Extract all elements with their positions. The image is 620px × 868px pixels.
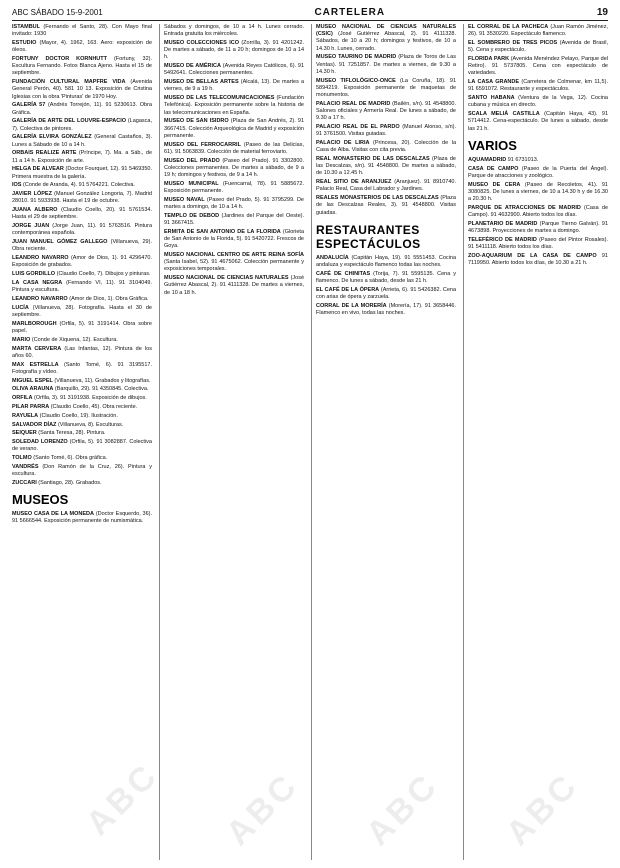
listing-entry bbox=[316, 179, 456, 193]
listing-entry bbox=[12, 102, 152, 116]
listing-name: MIGUEL ESPEL bbox=[12, 377, 53, 384]
listing-entry bbox=[164, 213, 304, 227]
listing-details: (Juan Ramón Jiménez, 26). 91 3530220. Espectáculo flamenco. bbox=[468, 24, 608, 38]
listing-entry bbox=[12, 134, 152, 148]
listing-entry bbox=[316, 303, 456, 317]
listing-entry bbox=[12, 422, 152, 429]
listing-entry bbox=[468, 24, 608, 38]
listing-entry bbox=[12, 439, 152, 453]
watermark: ABC bbox=[358, 765, 447, 853]
listing-name: PALACIO REAL DE MADRID bbox=[316, 100, 391, 107]
listing-details: (Torija, 7). 91 5595135. Cena y flamenco. De lunes a sábado, desde las 21 h. bbox=[316, 270, 456, 285]
section-heading: RESTAURANTES ESPECTÁCULOS bbox=[316, 222, 421, 251]
listing-entry bbox=[12, 166, 152, 180]
section-heading: MUSEOS bbox=[12, 492, 69, 508]
listing-entry bbox=[316, 255, 456, 269]
listing-entry bbox=[468, 56, 608, 78]
listing-entry bbox=[164, 252, 304, 274]
listing-name: JORGE JUAN bbox=[12, 223, 50, 230]
listing-entry bbox=[12, 223, 152, 237]
listing-name: LUIS GORDILLO bbox=[12, 271, 56, 278]
listing-entry bbox=[316, 78, 456, 100]
listing-entry bbox=[12, 182, 152, 189]
listing-entry bbox=[12, 413, 152, 420]
listing-details: (Avenida General Perón, 40). 581 10 13. Exposición de Cristina Iglesias con la obra 'Pinturas' de 1970 Hoy. bbox=[12, 79, 152, 100]
listing-name: MARTA CERVERA bbox=[12, 345, 62, 352]
listing-name: FLORIDA PARK bbox=[468, 56, 510, 62]
listing-details: (Mayor, 4). 1962, 163. Aero: exposición de óleos. bbox=[12, 40, 152, 54]
listing-details: (Fernando VI, 11). 91 3104049. Pintura y escultura. bbox=[12, 280, 152, 294]
listing-name: SCALA MELIÁ CASTILLA bbox=[468, 111, 540, 118]
listing-entry bbox=[12, 395, 152, 402]
listing-details: (Amor de Dios, 1). Obra Gráfica. bbox=[69, 296, 149, 302]
listing-name: REAL MONASTERIO DE LAS DESCALZAS bbox=[316, 156, 430, 163]
listing-entry bbox=[468, 95, 608, 109]
listing-details: (Ventura de la Vega, 12). Cocina cubana y música en directo. bbox=[468, 95, 608, 109]
listing-name: MUSEO DE CERA bbox=[468, 181, 521, 188]
listing-entry bbox=[12, 386, 152, 393]
listing-name: REAL SITIO DE ARANJUEZ bbox=[316, 179, 392, 186]
listing-entry bbox=[316, 24, 456, 53]
listing-entry bbox=[316, 101, 456, 123]
listing-name: EL CAFÉ DE LA ÓPERA bbox=[316, 286, 380, 293]
listing-name: PLANETARIO DE MADRID bbox=[468, 220, 538, 227]
listing-details: (La Coruña, 18). 91 5894219. Exposición permanente de maquetas de monumentos. bbox=[316, 77, 456, 99]
listing-details: (Zorrilla, 3). 91 4201242. De martes a sábado, de 11 a 20 h; domingos de 10 a 14 h. bbox=[164, 40, 304, 61]
listing-name: SALVADOR DÍAZ bbox=[12, 421, 57, 428]
listing-name: MUSEO NACIONAL DE CIENCIAS NATURALES (CSIC) bbox=[316, 24, 456, 38]
listing-name: SANTO HABANA bbox=[468, 95, 515, 102]
listing-details: (José Gutiérrez Abascal, 2). 91 4111328. Sábados, de 10 a 20 h; domingos y festivos, de 10 a 14.30 h. Lunes, cerrado. bbox=[316, 31, 456, 52]
listing-entry bbox=[12, 118, 152, 132]
listing-entry bbox=[468, 79, 608, 93]
listing-name: MUSEO DE BELLAS ARTES bbox=[164, 79, 239, 86]
listing-entry bbox=[12, 305, 152, 319]
listing-details: (Bailén, s/n). 91 4548800. Salones oficiales y Armería Real. De lunes a sábado, de 9.30 a 17 h. bbox=[316, 100, 456, 122]
listing-entry bbox=[468, 253, 608, 267]
listing-details: (Barquillo, 29). 91 4350845. Colectiva. bbox=[54, 386, 149, 393]
listing-details: (Conde de Aranda, 4). 91 5764221. Colectiva. bbox=[23, 182, 135, 189]
listing-details: (Orfila, 5). 91 3191414. Obra sobre papel. bbox=[12, 320, 152, 334]
listing-details: (Villanueva, 11). Grabados y litografías. bbox=[54, 377, 151, 384]
listing-entry bbox=[164, 95, 304, 117]
listing-entry bbox=[164, 197, 304, 211]
listing-name: MUSEO NACIONAL CENTRO DE ARTE REINA SOFÍA bbox=[164, 252, 304, 259]
listing-entry bbox=[12, 79, 152, 101]
listing-details: (Paseo de las Delicias, 61). 91 5063839. Colección de material ferroviario. bbox=[164, 141, 304, 155]
listing-name: MAX ESTRELLA bbox=[12, 361, 59, 368]
listing-entry bbox=[12, 150, 152, 164]
listing-entry bbox=[12, 337, 152, 344]
listing-name: AQUAMADRID bbox=[468, 156, 507, 163]
listing-details: (Plaza de Toros de Las Ventas). 91 7251857. De martes a viernes, de 9.30 a 14.30 h. bbox=[316, 54, 456, 75]
listing-entry bbox=[12, 296, 152, 303]
listing-details: (Plaza de las Descalzas, s/n). 91 4548800. De martes a sábado, de 10.30 a 12.45 h. bbox=[316, 156, 456, 177]
listing-name: IOS bbox=[12, 182, 22, 189]
listing-details: (Fundación Telefónica). Exposición permanente sobre la historia de las telecomunicaciones en España. bbox=[164, 95, 304, 116]
listing-details: (General Castaños, 3). Lunes a Sábado de 10 a 14 h. bbox=[12, 134, 152, 148]
listing-details: (Conde de Xiquena, 12). Escultura. bbox=[31, 336, 118, 343]
listing-entry bbox=[468, 157, 608, 164]
listing-details: (Morería, 17). 91 3658446. Flamenco en vivo, todas las noches. bbox=[316, 302, 456, 317]
listing-entry bbox=[12, 455, 152, 462]
listing-details: (José Gutiérrez Abascal, 2). 91 4111328. De martes a viernes, de 10 a 18 h. bbox=[164, 275, 304, 296]
listing-details: (Avenida Menéndez Pelayo, Parque del Retiro). 91 5737805. Cena con espectáculo de variedades. bbox=[468, 56, 608, 77]
listing-name: TOLMO bbox=[12, 455, 32, 462]
listing-name: MUSEO MUNICIPAL bbox=[164, 180, 219, 187]
listing-name: GALERÍA DE ARTE DEL LOUVRE-ESPACIO bbox=[12, 118, 127, 125]
listing-name: ISTAMBUL bbox=[12, 24, 41, 30]
listing-details: (Doctor Fourquet, 12). 91 5469350. Primera muestra de la galería. bbox=[12, 166, 152, 180]
listing-name: MARIO bbox=[12, 336, 31, 343]
listing-entry bbox=[164, 118, 304, 140]
listing-entry bbox=[12, 430, 152, 437]
listing-details: (Manuel Alonso, s/n). 91 3761500. Visitas guiadas. bbox=[316, 124, 456, 138]
listing-entry bbox=[468, 166, 608, 180]
listing-details: (Paseo de la Puerta del Ángel). Parque de atracciones y zoológico. bbox=[468, 165, 608, 179]
listing-entry bbox=[164, 158, 304, 180]
listing-details: (Plaza de San Andrés, 2). 91 3667415. Colección Arqueológica de Madrid y exposición permanente. bbox=[164, 118, 304, 139]
header-rule bbox=[12, 20, 608, 21]
listing-name: TELEFÉRICO DE MADRID bbox=[468, 236, 537, 243]
listing-entry bbox=[316, 287, 456, 301]
listing-details: (Santo Tomé, 6). Obra gráfica. bbox=[33, 455, 108, 462]
listing-entry bbox=[316, 195, 456, 217]
listing-name: ZOO-AQUARIUM DE LA CASA DE CAMPO bbox=[468, 252, 597, 259]
listing-details: (Aranjuez). 91 8910740. Palacio Real, Casa del Labrador y Jardines. bbox=[316, 179, 456, 193]
listing-entry bbox=[468, 111, 608, 133]
listing-details: (Paseo del Prado, 5). 91 3795299. De martes a domingo, de 10 a 14 h. bbox=[164, 196, 304, 211]
listing-entry bbox=[12, 271, 152, 278]
listing-details: (Don Ramón de la Cruz, 26). Pintura y escultura. bbox=[12, 463, 152, 478]
listing-name: FUNDACIÓN CULTURAL MAPFRE VIDA bbox=[12, 79, 126, 86]
listing-entry bbox=[12, 511, 152, 525]
listing-name: MUSEO CASA DE LA MONEDA bbox=[12, 511, 94, 518]
listing-entry bbox=[12, 239, 152, 253]
listing-entry bbox=[164, 142, 304, 156]
watermark: ABC bbox=[498, 765, 587, 853]
section-heading: VARIOS bbox=[468, 137, 517, 153]
listing-columns bbox=[12, 24, 608, 860]
publication-date: ABC SÁBADO 15-9-2001 bbox=[12, 7, 103, 17]
listing-name: ESTUDIO bbox=[12, 40, 37, 46]
listing-details: (Villanueva, 29). Obra reciente. bbox=[12, 239, 152, 253]
listing-details: (Jorge Juan, 11). 91 5763516. Pintura contemporánea española. bbox=[12, 223, 152, 237]
listing-name: SOLEDAD LORENZO bbox=[12, 439, 68, 446]
page-number: 19 bbox=[596, 6, 608, 18]
listing-details: (Santiago, 28). Grabados. bbox=[38, 479, 102, 486]
listing-entry bbox=[164, 229, 304, 251]
listing-name: ORBAIS REALIZE ARTE bbox=[12, 150, 77, 157]
listing-name: SEIQUER bbox=[12, 430, 37, 437]
listing-details: (Plaza de las Descalzas Reales, 3). 91 4548800. Visitas guiadas. bbox=[316, 195, 456, 216]
listing-details: (Villanueva, 28). Fotografía. Hasta el 30 de septiembre. bbox=[12, 304, 152, 318]
listing-name: MUSEO COLECCIONES ICO bbox=[164, 40, 239, 46]
listing-name: LUCÍA bbox=[12, 304, 29, 311]
listing-entry bbox=[12, 464, 152, 478]
listing-details: (Doctor Esquerdo, 36). 91 5666544. Exposición permanente de numismática. bbox=[12, 511, 152, 525]
listing-entry bbox=[316, 156, 456, 178]
column-1 bbox=[12, 24, 152, 860]
listing-name: PILAR PARRA bbox=[12, 403, 50, 410]
listing-name: LA CASA NEGRA bbox=[12, 280, 63, 286]
listing-details: (Claudio Coello, 45). Obra reciente. bbox=[50, 403, 138, 410]
listing-name: MARLBOROUGH bbox=[12, 320, 57, 327]
listing-details: (Claudio Coello, 20). 91 5761534. Hasta el 29 de septiembre. bbox=[12, 207, 152, 221]
listing-name: GALERÍA 57 bbox=[12, 102, 46, 109]
listing-details: (Capitán Haya, 19). 91 5551453. Cocina andaluza y espectáculo flamenco todas las noches. bbox=[316, 254, 456, 269]
listing-details: 91 6731013. bbox=[507, 156, 539, 163]
listing-name: ERMITA DE SAN ANTONIO DE LA FLORIDA bbox=[164, 228, 281, 235]
listing-entry bbox=[12, 56, 152, 78]
listing-name: PALACIO DE LIRIA bbox=[316, 140, 370, 147]
listing-entry bbox=[316, 140, 456, 154]
listing-details: (Santa Isabel, 52). 91 4675062. Colección permanente y exposiciones temporales. bbox=[164, 259, 304, 273]
listing-name: GALERÍA ELVIRA GONZÁLEZ bbox=[12, 134, 92, 141]
listing-entry bbox=[468, 237, 608, 251]
listing-name: LEANDRO NAVARRO bbox=[12, 255, 69, 262]
listing-entry bbox=[468, 221, 608, 235]
listing-name: CAFÉ DE CHINITAS bbox=[316, 270, 371, 277]
listing-entry bbox=[164, 40, 304, 62]
listing-entry bbox=[164, 79, 304, 93]
listing-details: (Orfila, 5). 91 3082887. Colectiva de verano. bbox=[12, 439, 152, 453]
listing-entry bbox=[12, 40, 152, 54]
listing-name: MUSEO NACIONAL DE CIENCIAS NATURALES bbox=[164, 275, 289, 282]
listing-entry bbox=[164, 275, 304, 297]
listing-details: (Avenida de Brasil, 5). Cena y espectáculo. bbox=[468, 40, 608, 54]
listing-name: ZUCCARI bbox=[12, 479, 37, 486]
watermark: ABC bbox=[78, 755, 167, 843]
listing-name: JUAN MANUEL GÓMEZ GALLEGO bbox=[12, 239, 108, 246]
listing-entry bbox=[12, 362, 152, 376]
listing-details: (Claudio Coello, 7). Dibujos y pinturas. bbox=[56, 271, 151, 278]
listing-details: (Santo Tomé, 6). 91 3195517. Fotografía y vídeo. bbox=[12, 361, 152, 375]
listing-name: MUSEO TAURINO DE MADRID bbox=[316, 54, 397, 61]
listing-details: (Arrieta, 6). 91 5426382. Cena con arias de ópera y zarzuela. bbox=[316, 286, 456, 301]
listing-entry bbox=[164, 181, 304, 195]
listing-entry bbox=[12, 321, 152, 335]
listing-details: (Carretera de Colmenar, km 11,5). 91 6591072. Restaurante y espectáculos. bbox=[468, 79, 608, 93]
listing-name: MUSEO NAVAL bbox=[164, 196, 205, 203]
listing-entry bbox=[316, 271, 456, 285]
listing-name: EL CORRAL DE LA PACHECA bbox=[468, 24, 549, 30]
column-3 bbox=[311, 24, 456, 860]
listing-entry bbox=[12, 480, 152, 487]
listing-details: (Parque Tierno Galván). 91 4673898. Proyecciones de martes a domingo. bbox=[468, 220, 608, 235]
listing-details: (Villanueva, 8). Esculturas. bbox=[57, 421, 124, 428]
section-title: CARTELERA bbox=[314, 6, 386, 18]
listing-name: ORFILA bbox=[12, 395, 33, 402]
listing-name: ANDALUCÍA bbox=[316, 254, 349, 261]
listing-details: (Paseo del Pintor Rosales). 91 5411118. Abierto todos los días. bbox=[468, 236, 608, 251]
listing-details: (Alcalá, 13). De martes a viernes, de 9 a 19 h. bbox=[164, 79, 304, 93]
listing-details: 91 7119950. Abierto todos los días, de 10.30 a 21 h. bbox=[468, 252, 608, 267]
listing-name: JAVIER LÓPEZ bbox=[12, 191, 52, 198]
listing-entry bbox=[164, 24, 304, 38]
listing-details: (Santa Teresa, 28). Pintura. bbox=[38, 430, 106, 437]
listing-entry bbox=[12, 255, 152, 269]
listing-name: LA CASA GRANDE bbox=[468, 79, 520, 86]
listing-name: MUSEO DEL PRADO bbox=[164, 157, 220, 164]
column-4 bbox=[463, 24, 608, 860]
listing-name: MUSEO DE AMÉRICA bbox=[164, 63, 221, 70]
listing-details: (Princesa, 20). Colección de la Casa de Alba. Visitas con cita previa. bbox=[316, 140, 456, 154]
column-2 bbox=[159, 24, 304, 860]
listing-entry bbox=[468, 40, 608, 54]
listing-name: REALES MONASTERIOS DE LAS DESCALZAS bbox=[316, 195, 439, 202]
listing-details: (Fortuny, 32). Escultura Fernando. Fotos Blanca Ajeno. Hasta el 15 de septiembre. bbox=[12, 56, 152, 77]
page-header bbox=[12, 5, 608, 19]
listing-entry bbox=[316, 54, 456, 76]
listing-entry bbox=[316, 124, 456, 138]
listing-name: CORRAL DE LA MORERÍA bbox=[316, 302, 387, 309]
listing-name: MUSEO DE LAS TELECOMUNICACIONES bbox=[164, 95, 275, 102]
listing-entry bbox=[12, 346, 152, 360]
listing-details: (Paseo de Recoletos, 41). 91 3080825. De lunes a viernes, de 10 a 14.30 h y de 16.30 a 20.30 h. bbox=[468, 181, 608, 203]
listing-name: TEMPLO DE DEBOD bbox=[164, 212, 220, 219]
listing-entry bbox=[164, 63, 304, 77]
listing-name: MUSEO DEL FERROCARRIL bbox=[164, 141, 241, 148]
listing-details: (Las Infantas, 12). Pintura de los años 60. bbox=[12, 345, 152, 359]
listing-name: JUANA ALBERO bbox=[12, 207, 58, 214]
listing-details: (Amor de Dios, 1). 91 4296470. Exposición de grabados. bbox=[12, 255, 152, 269]
listing-details: (Avenida Reyes Católicos, 6). 91 5492641. Colecciones permanentes. bbox=[164, 63, 304, 77]
listing-name: HELGA DE ALVEAR bbox=[12, 166, 64, 173]
listing-entry bbox=[12, 191, 152, 205]
listing-details: (Lagasca, 7). Colectiva de pintores. bbox=[12, 118, 152, 132]
listing-details: (Andrés Torrejón, 11). 91 5230613. Obra Gráfica. bbox=[12, 102, 152, 116]
listing-details: (Jardines del Parque del Oeste). 91 3667415. bbox=[164, 212, 304, 227]
listing-name: OLIVA ARAUNA bbox=[12, 386, 54, 393]
listing-name: RAYUELA bbox=[12, 412, 39, 419]
listing-entry bbox=[12, 207, 152, 221]
listing-name: VANDRÉS bbox=[12, 463, 39, 470]
listing-name: FORTUNY DOCTOR KORNHUTT bbox=[12, 56, 107, 62]
listing-name: CASA DE CAMPO bbox=[468, 165, 519, 172]
listing-details: (Casa de Campo). 91 4632900. Abierto todos los días. bbox=[468, 204, 608, 219]
listing-entry bbox=[12, 280, 152, 294]
listing-name: PALACIO REAL DE EL PARDO bbox=[316, 124, 400, 131]
listing-details: (Príncipe, 7). Ma. a Sáb., de 11 a 14 h. Exposición de arte. bbox=[12, 150, 152, 164]
listing-name: EL SOMBRERO DE TRES PICOS bbox=[468, 40, 558, 46]
listing-name: MUSEO TIFLOLÓGICO-ONCE bbox=[316, 77, 396, 84]
listing-name: PARQUE DE ATRACCIONES DE MADRID bbox=[468, 204, 581, 211]
listing-details: (Glorieta de San Antonio de la Florida, 5). 91 5420722. Frescos de Goya. bbox=[164, 228, 304, 250]
listing-entry bbox=[12, 378, 152, 385]
listing-details: Sábados y domingos, de 10 a 14 h. Lunes cerrado. Entrada gratuita los miércoles. bbox=[164, 24, 304, 38]
listing-details: (Manuel González Longoria, 7). Madrid 28010. 91 5933938. Hasta el 19 de octubre. bbox=[12, 191, 152, 205]
listing-entry bbox=[12, 404, 152, 411]
listing-entry bbox=[12, 24, 152, 38]
listing-name: MUSEO DE SAN ISIDRO bbox=[164, 118, 229, 125]
listing-entry bbox=[468, 182, 608, 204]
listing-details: (Fernando el Santo, 28). Con Mayo final invitado: 1930 bbox=[12, 24, 152, 38]
listing-details: (Paseo del Prado). 91 3302800. Colecciones permanentes. De martes a sábado, de 9 a 19 h; domingos y festivos, de 9 a 14 h. bbox=[164, 157, 304, 179]
listing-entry bbox=[468, 205, 608, 219]
listing-details: (Capitán Haya, 43). 91 5714412. Cena-espectáculo. De lunes a sábado, desde las 21 h. bbox=[468, 111, 608, 132]
watermark: ABC bbox=[218, 765, 307, 853]
listing-details: (Fuencarral, 78). 91 5885672. Exposición permanente. bbox=[164, 180, 304, 195]
listing-details: (Claudio Coello, 19). Ilustración. bbox=[39, 412, 118, 419]
listing-details: (Orfila, 3). 91 3191938. Exposición de dibujos. bbox=[34, 395, 147, 402]
listing-name: LEANDRO NAVARRO bbox=[12, 296, 68, 302]
